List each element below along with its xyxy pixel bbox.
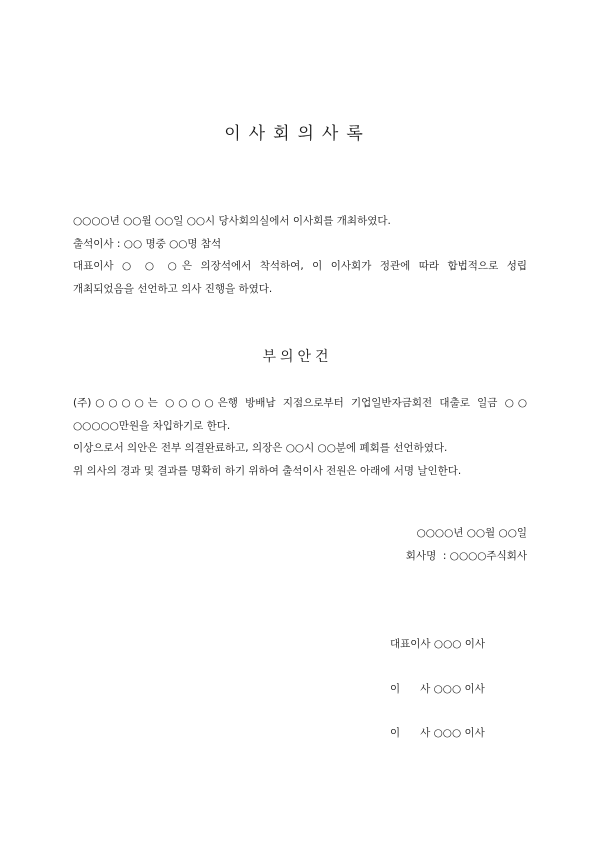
signer-director-1: 이 사 ○○○ 이사 (390, 683, 485, 695)
meeting-date: ○○○○년 ○○월 ○○일 (416, 527, 527, 539)
agenda-heading: 부의안건 (262, 349, 333, 365)
signer-ceo: 대표이사 ○○○ 이사 (390, 638, 486, 650)
intro-line-opening: 개최되었음을 선언하고 의사 진행을 하였다. (73, 282, 273, 295)
intro-line-chair: 대표이사 ○ ○ ○은 의장석에서 착석하여, 이 이사회가 정관에 따라 합법적으로 성립 (73, 260, 527, 272)
agenda-line-closing: 이상으로서 의안은 전부 의결완료하고, 의장은 ○○시 ○○분에 폐회를 선언하였다. (73, 442, 448, 454)
document-title: 이사회의사록 (224, 124, 371, 144)
signer-director-2: 이 사 ○○○ 이사 (390, 727, 485, 739)
company-name: 회사명 : ○○○○주식회사 (405, 550, 527, 562)
date-company-block (406, 522, 527, 568)
agenda-paragraph (73, 392, 527, 482)
intro-line-attendance: 출석이사 : ○○ 명중 ○○명 참석 (73, 237, 222, 250)
agenda-line-signature: 위 의사의 경과 및 결과를 명확히 하기 위하여 출석이사 전원은 아래에 서명 날인한다. (73, 464, 462, 477)
agenda-line-loan: (주)○○○○는 ○○○○은행 방배남 지점으로부터 기업일반자금회전 대출로 일금 ○○ (73, 397, 527, 409)
agenda-line-amount: ○○○○○만원을 차입하기로 한다. (73, 419, 231, 432)
intro-line-meeting: ○○○○년 ○○월 ○○일 ○○시 당사회의실에서 이사회를 개최하였다. (73, 215, 391, 227)
intro-paragraph (73, 210, 527, 300)
